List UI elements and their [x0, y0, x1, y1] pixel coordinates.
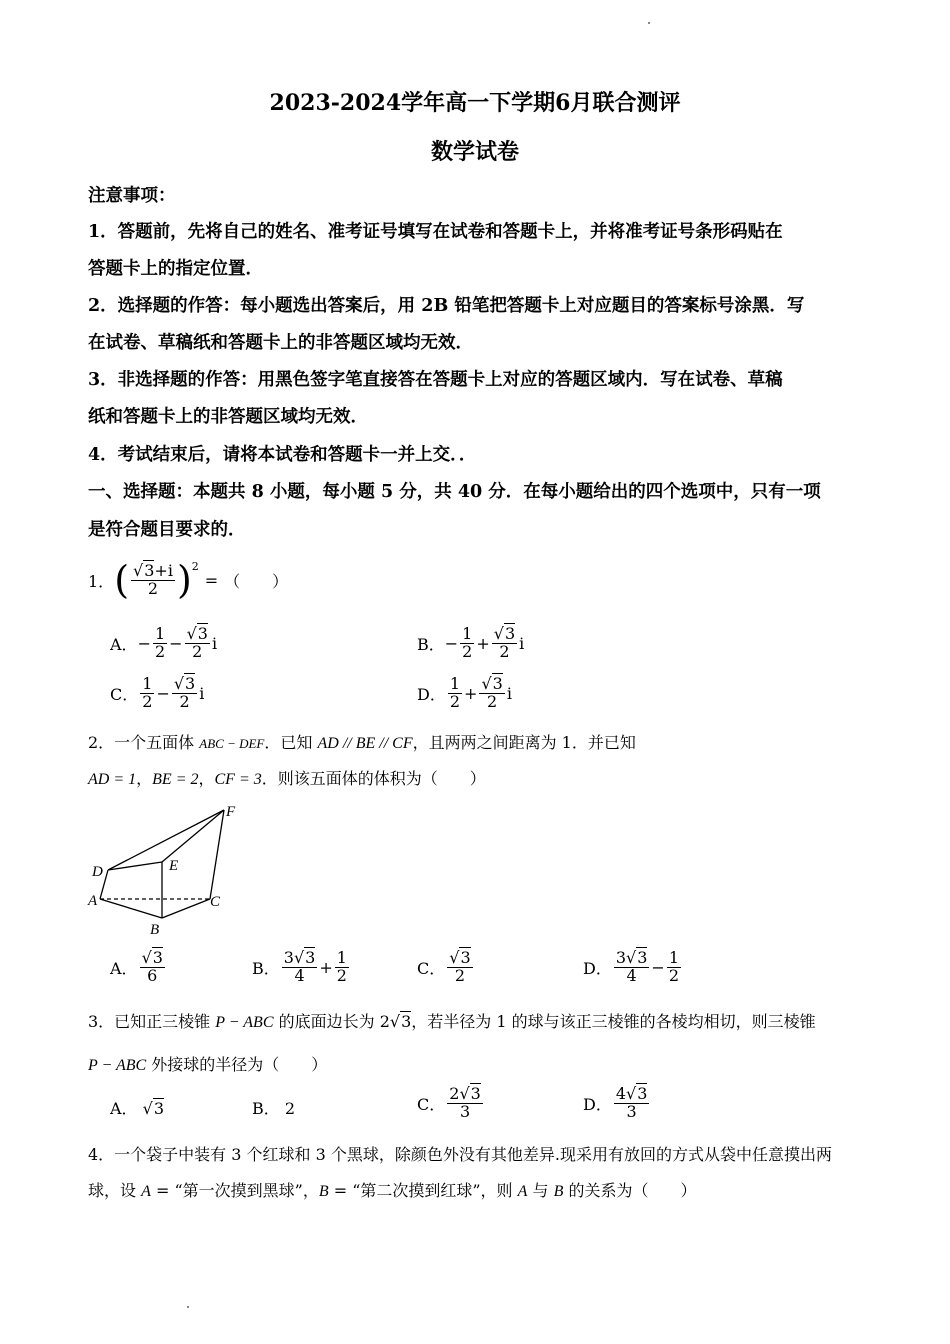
- q1-option-a[interactable]: A． − $\frac{1}{2}$ − $\frac{√3}{2}$ i: [110, 624, 218, 661]
- question-4-line1: 4．一个袋子中装有 3 个红球和 3 个黑球，除颜色外没有其他差异.现采用有放回的方式从袋中任意摸出两: [88, 1145, 832, 1164]
- notice-item-3-line1: 3．非选择题的作答：用黑色签字笔直接答在答题卡上对应的答题区域内．写在试卷、草稿: [88, 370, 783, 390]
- notice-item-3-line2: 纸和答题卡上的非答题区域均无效．: [88, 407, 368, 427]
- edge-BC: [162, 899, 210, 918]
- scan-speck: [187, 1306, 189, 1308]
- q1-power: 2: [191, 560, 199, 573]
- q3-option-c[interactable]: C． $\frac{2√3}{3}$: [417, 1084, 481, 1121]
- notice-item-1-line2: 答题卡上的指定位置．: [88, 259, 263, 279]
- notice-item-2-line2: 在试卷、草稿纸和答题卡上的非答题区域均无效．: [88, 333, 473, 353]
- q3-option-b[interactable]: B． 2: [252, 1099, 296, 1118]
- q2-pentahedron-figure: [80, 798, 250, 940]
- notice-item-2-line1: 2．选择题的作答：每小题选出答案后，用 2B 铅笔把答题卡上对应题目的答案标号涂黑．写: [88, 296, 805, 316]
- label-A: A: [88, 893, 98, 909]
- edge-DF: [108, 810, 224, 870]
- question-4-line2: 球，设 A = “第一次摸到黑球”，B = “第二次摸到红球”，则 A 与 B 的关系为（ ）: [88, 1181, 697, 1200]
- q2-option-d[interactable]: D． $\frac{3√3}{4}$ − $\frac{1}{2}$: [583, 948, 680, 985]
- q3-option-d[interactable]: D． $\frac{4√3}{3}$: [583, 1084, 648, 1121]
- section1-line1: 一、选择题：本题共 8 小题，每小题 5 分，共 40 分．在每小题给出的四个选项中，只有一项: [88, 482, 821, 502]
- q3-option-a[interactable]: A． √3: [110, 1099, 165, 1118]
- notice-heading: 注意事项：: [88, 186, 176, 206]
- label-D: D: [92, 864, 103, 880]
- notice-item-1-line1: 1．答题前，先将自己的姓名、准考证号填写在试卷和答题卡上，并将准考证号条形码贴在: [88, 222, 783, 242]
- label-B: B: [150, 922, 160, 938]
- label-F: F: [226, 804, 236, 820]
- question-2-line1: 2．一个五面体 ABC − DEF．已知 AD // BE // CF，且两两之间距离为 1．并已知: [88, 733, 636, 752]
- page-subtitle: 数学试卷: [430, 139, 519, 165]
- q1-fraction: $\frac{√3+i}{2}$: [133, 560, 173, 598]
- left-paren: (: [114, 558, 130, 602]
- q1-equals: =: [204, 570, 219, 590]
- section1-line2: 是符合题目要求的．: [88, 520, 246, 540]
- q1-option-d[interactable]: D． $\frac{1}{2}$ + $\frac{√3}{2}$ i: [417, 674, 512, 711]
- question-2-line2: AD = 1，BE = 2，CF = 3．则该五面体的体积为（ ）: [88, 769, 486, 788]
- scan-speck: [648, 22, 650, 24]
- notice-item-4-line1: 4．考试结束后，请将本试卷和答题卡一并上交．．: [88, 445, 477, 465]
- q1-bracket: （ ）: [224, 571, 289, 591]
- edge-CF: [210, 810, 224, 899]
- label-C: C: [210, 894, 221, 910]
- edge-EF: [162, 810, 224, 862]
- q2-option-a[interactable]: A． $\frac{√3}{6}$: [110, 948, 163, 985]
- question-3-line1: 3．已知正三棱锥 P − ABC 的底面边长为 2√3，若半径为 1 的球与该正三棱锥的各棱均相切，则三棱锥: [88, 1012, 816, 1031]
- q2-option-b[interactable]: B． $\frac{3√3}{4}$ + $\frac{1}{2}$: [252, 948, 347, 985]
- right-paren: ): [176, 558, 192, 602]
- question-1-number: 1．: [88, 571, 115, 591]
- q1-option-c[interactable]: C． $\frac{1}{2}$ − $\frac{√3}{2}$ i: [110, 674, 205, 711]
- edge-AB: [100, 899, 162, 918]
- page-title: 2023-2024学年高一下学期6月联合测评: [269, 90, 681, 116]
- question-3-line2: P − ABC 外接球的半径为（ ）: [88, 1055, 328, 1074]
- q2-option-c[interactable]: C． $\frac{√3}{2}$: [417, 948, 471, 985]
- question-1: [88, 558, 288, 602]
- label-E: E: [169, 858, 179, 874]
- q1-option-b[interactable]: B． − $\frac{1}{2}$ + $\frac{√3}{2}$ i: [417, 624, 525, 661]
